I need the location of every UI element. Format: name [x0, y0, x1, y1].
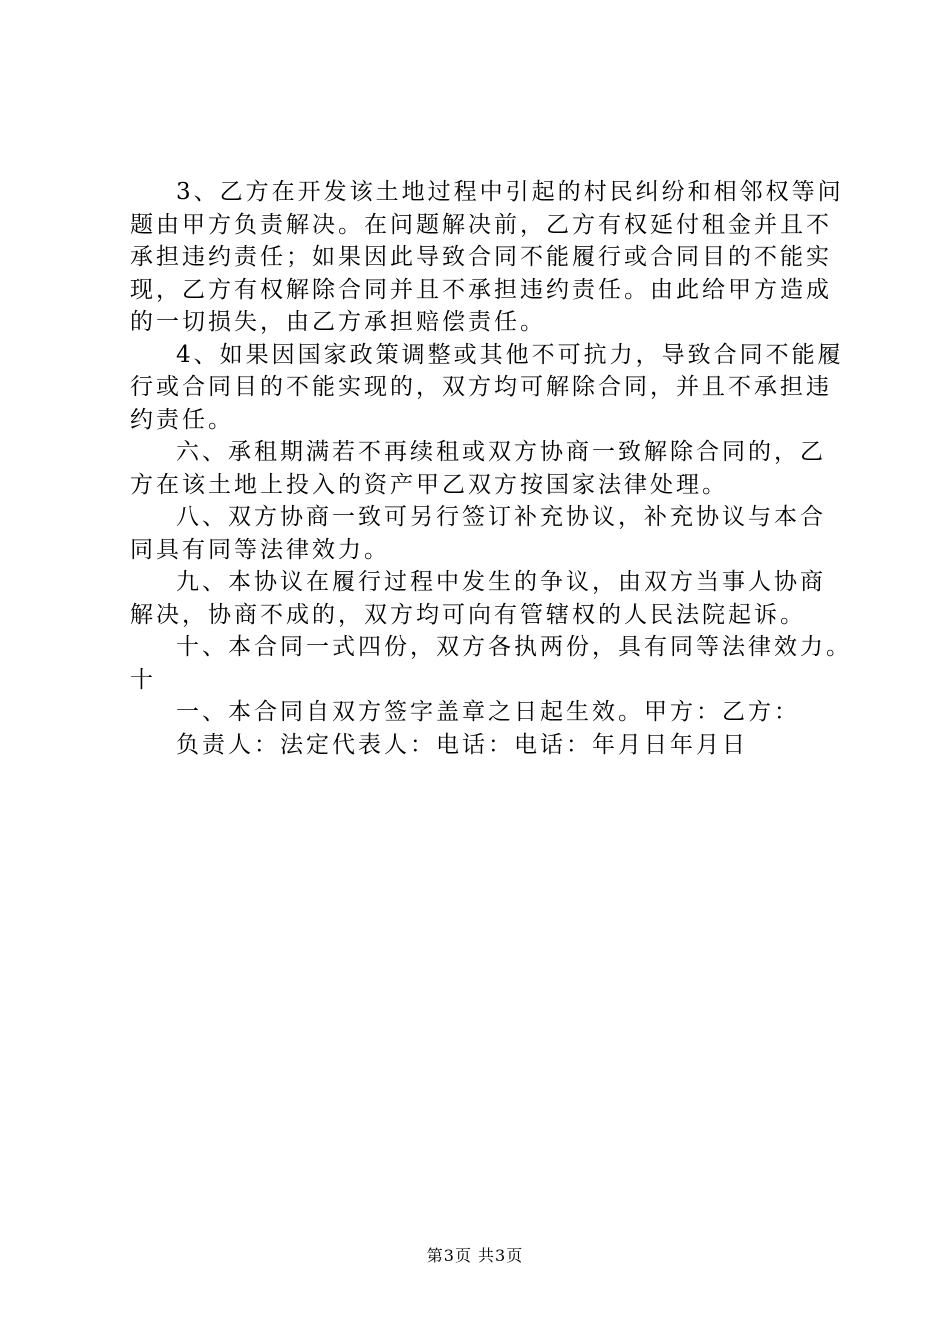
section-11-prefix: 十 — [130, 666, 156, 693]
section-8-line-1: 八、双方协商一致可另行签订补充协议，补充协议与本合 — [176, 504, 826, 530]
section-10-line-1: 十、本合同一式四份，双方各执两份，具有同等法律效力。 — [176, 634, 852, 660]
signature-line: 负责人：法定代表人：电话：电话：年月日年月日 — [176, 731, 748, 758]
paragraph-4-line-2: 行或合同目的不能实现的，双方均可解除合同，并且不承担违 — [130, 374, 832, 400]
section-9-line-2: 解决，协商不成的，双方均可向有管辖权的人民法院起诉。 — [130, 601, 806, 628]
paragraph-3-line-1: 3、乙方在开发该土地过程中引起的村民纠纷和相邻权等问 — [176, 179, 844, 205]
section-9-line-1: 九、本协议在履行过程中发生的争议，由双方当事人协商 — [176, 569, 826, 595]
document-body — [130, 176, 850, 761]
paragraph-3-line-2: 题由甲方负责解决。在问题解决前，乙方有权延付租金并且不 — [130, 211, 832, 238]
paragraph-3-line-3: 承担违约责任；如果因此导致合同不能履行或合同目的不能实 — [130, 244, 832, 270]
section-11-line-1: 一、本合同自双方签字盖章之日起生效。甲方：乙方： — [176, 699, 800, 725]
paragraph-4-line-3: 约责任。 — [130, 406, 234, 433]
section-6-line-1: 六、承租期满若不再续租或双方协商一致解除合同的，乙 — [176, 439, 826, 465]
section-8-line-2: 同具有同等法律效力。 — [130, 536, 390, 563]
section-6-line-2: 方在该土地上投入的资产甲乙双方按国家法律处理。 — [130, 471, 728, 498]
paragraph-4-line-1: 4、如果因国家政策调整或其他不可抗力，导致合同不能履 — [176, 341, 844, 368]
paragraph-3-line-4: 现，乙方有权解除合同并且不承担违约责任。由此给甲方造成 — [130, 276, 832, 303]
page-number-footer: 第3页 共3页 — [426, 1246, 524, 1265]
paragraph-3-line-5: 的一切损失，由乙方承担赔偿责任。 — [130, 309, 546, 335]
